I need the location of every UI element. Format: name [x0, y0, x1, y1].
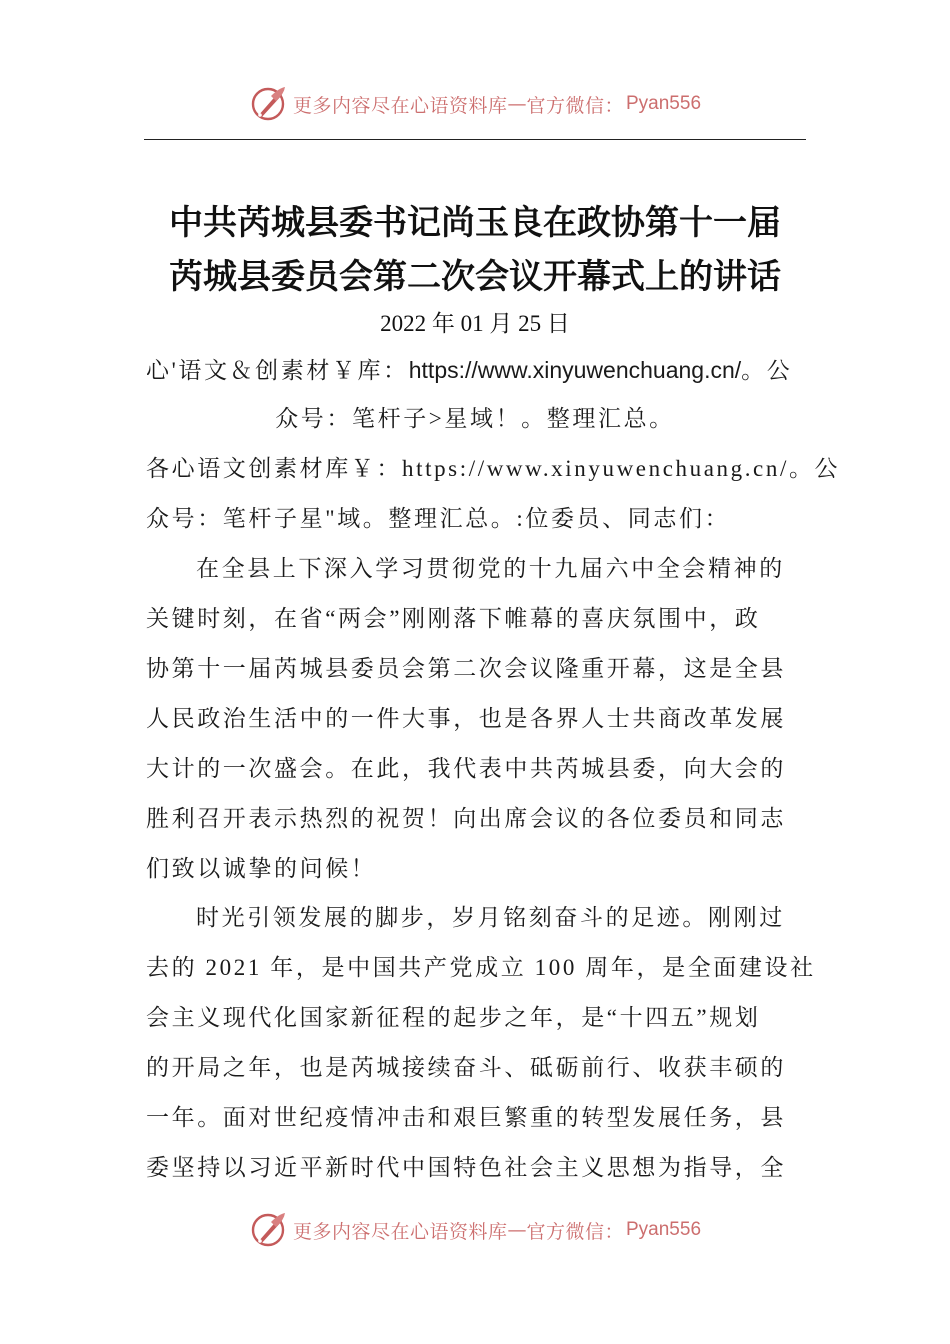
banner-separator: —: [507, 1219, 527, 1241]
document-date: 2022 年 01 月 25 日: [380, 311, 570, 336]
title-line-2: 芮城县委员会第二次会议开幕式上的讲话: [169, 257, 781, 297]
body-line: 委坚持以习近平新时代中国特色社会主义思想为指导，全: [146, 1155, 786, 1180]
source-label: 心'语文＆创素材￥库：: [146, 358, 409, 383]
quill-logo-icon: [249, 84, 289, 124]
body-line: 关键时刻，在省“两会”刚刚落下帷幕的喜庆氛围中，政: [146, 606, 761, 631]
banner-official-label: 官方微信：: [526, 94, 624, 117]
body-line: 一年。面对世纪疫情冲击和艰巨繁重的转型发展任务，县: [146, 1105, 786, 1130]
body-line: 胜利召开表示热烈的祝贺！向出席会议的各位委员和同志: [146, 806, 786, 831]
footer-banner: [0, 1208, 950, 1252]
document-title: [130, 196, 820, 304]
banner-text: 更多内容尽在心语资料库: [292, 94, 508, 117]
body-line: 各心语文创素材库￥：https://www.xinyuwenchuang.cn/。公: [146, 456, 841, 481]
source-suffix: 。公: [741, 358, 793, 383]
banner-wechat-id: Pyan556: [626, 93, 702, 114]
source-line-1: [146, 350, 792, 390]
title-line-1: 中共芮城县委书记尚玉良在政协第十一届: [169, 203, 781, 243]
body-line: 人民政治生活中的一件大事，也是各界人士共商改革发展: [146, 706, 786, 731]
header-banner: [0, 82, 950, 126]
body-line: 大计的一次盛会。在此，我代表中共芮城县委，向大会的: [146, 756, 786, 781]
body-line: 的开局之年，也是芮城接续奋斗、砥砺前行、收获丰硕的: [146, 1055, 786, 1080]
body-line: 时光引领发展的脚步，岁月铭刻奋斗的足迹。刚刚过: [196, 905, 785, 930]
banner-official-label: 官方微信：: [526, 1220, 624, 1243]
body-line: 们致以诚挚的问候！: [146, 856, 377, 881]
banner-wechat-id: Pyan556: [626, 1219, 702, 1240]
body-line: 众号：笔杆子星"域。整理汇总。:位委员、同志们：: [146, 506, 731, 531]
body-line: 会主义现代化国家新征程的起步之年，是“十四五”规划: [146, 1005, 761, 1030]
source-line-2: 众号：笔杆子>星域！。整理汇总。: [275, 406, 675, 431]
quill-logo-icon: [249, 1210, 289, 1250]
banner-separator: —: [507, 93, 527, 115]
header-divider: [144, 139, 806, 140]
body-line: 协第十一届芮城县委员会第二次会议隆重开幕，这是全县: [146, 656, 786, 681]
banner-text: 更多内容尽在心语资料库: [292, 1220, 508, 1243]
body-line: 去的 2021 年，是中国共产党成立 100 周年，是全面建设社: [146, 955, 816, 980]
body-line: 在全县上下深入学习贯彻党的十九届六中全会精神的: [196, 556, 785, 581]
source-url[interactable]: https://www.xinyuwenchuang.cn/: [408, 357, 742, 383]
